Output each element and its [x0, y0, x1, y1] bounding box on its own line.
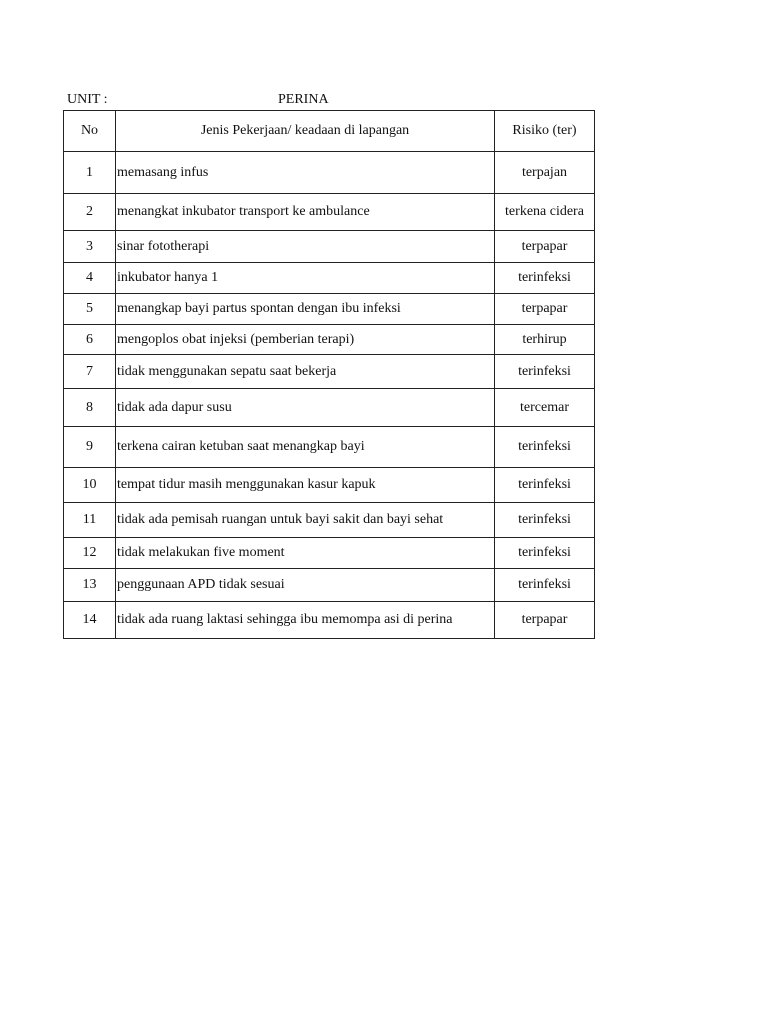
table-header-row: [64, 111, 595, 152]
table-row: [64, 152, 595, 194]
job-description-cell: penggunaan APD tidak sesuai: [116, 569, 495, 602]
job-description-cell: terkena cairan ketuban saat menangkap bayi: [116, 427, 495, 468]
column-header-risk: Risiko (ter): [495, 111, 595, 152]
risk-cell: terkena cidera: [495, 194, 595, 231]
row-number-cell: 2: [64, 194, 116, 231]
row-number-cell: 10: [64, 468, 116, 503]
risk-cell: terhirup: [495, 325, 595, 355]
job-description-cell: tempat tidur masih menggunakan kasur kapuk: [116, 468, 495, 503]
table-row: [64, 355, 595, 389]
risk-cell: terinfeksi: [495, 427, 595, 468]
job-description-cell: tidak ada ruang laktasi sehingga ibu memompa asi di perina: [116, 602, 495, 639]
table-row: [64, 263, 595, 294]
job-description-cell: mengoplos obat injeksi (pemberian terapi): [116, 325, 495, 355]
job-description-cell: tidak ada pemisah ruangan untuk bayi sakit dan bayi sehat: [116, 503, 495, 538]
risk-cell: terpapar: [495, 602, 595, 639]
column-header-job: Jenis Pekerjaan/ keadaan di lapangan: [116, 111, 495, 152]
job-description-cell: tidak menggunakan sepatu saat bekerja: [116, 355, 495, 389]
job-description-cell: menangkap bayi partus spontan dengan ibu infeksi: [116, 294, 495, 325]
row-number-cell: 6: [64, 325, 116, 355]
risk-cell: terpapar: [495, 231, 595, 263]
row-number-cell: 14: [64, 602, 116, 639]
table-row: [64, 325, 595, 355]
risk-cell: terinfeksi: [495, 569, 595, 602]
table-row: [64, 569, 595, 602]
row-number-cell: 9: [64, 427, 116, 468]
column-header-no: No: [64, 111, 116, 152]
risk-cell: terinfeksi: [495, 355, 595, 389]
job-description-cell: memasang infus: [116, 152, 495, 194]
job-description-cell: inkubator hanya 1: [116, 263, 495, 294]
unit-label: UNIT :: [67, 92, 108, 107]
table-row: [64, 468, 595, 503]
table-row: [64, 389, 595, 427]
table-row: [64, 427, 595, 468]
table-body: [64, 152, 595, 639]
row-number-cell: 1: [64, 152, 116, 194]
row-number-cell: 4: [64, 263, 116, 294]
table-row: [64, 602, 595, 639]
job-description-cell: menangkat inkubator transport ke ambulance: [116, 194, 495, 231]
row-number-cell: 12: [64, 538, 116, 569]
table-row: [64, 194, 595, 231]
row-number-cell: 13: [64, 569, 116, 602]
row-number-cell: 5: [64, 294, 116, 325]
unit-header: [67, 92, 597, 110]
risk-cell: terinfeksi: [495, 538, 595, 569]
risk-cell: terpajan: [495, 152, 595, 194]
row-number-cell: 3: [64, 231, 116, 263]
job-description-cell: sinar fototherapi: [116, 231, 495, 263]
row-number-cell: 11: [64, 503, 116, 538]
table-row: [64, 538, 595, 569]
table-row: [64, 231, 595, 263]
row-number-cell: 8: [64, 389, 116, 427]
risk-cell: terinfeksi: [495, 503, 595, 538]
risk-cell: terinfeksi: [495, 468, 595, 503]
job-description-cell: tidak melakukan five moment: [116, 538, 495, 569]
unit-value: PERINA: [278, 92, 329, 107]
risk-cell: terinfeksi: [495, 263, 595, 294]
risk-cell: tercemar: [495, 389, 595, 427]
risk-table: [63, 110, 595, 639]
job-description-cell: tidak ada dapur susu: [116, 389, 495, 427]
row-number-cell: 7: [64, 355, 116, 389]
table-row: [64, 503, 595, 538]
risk-cell: terpapar: [495, 294, 595, 325]
table-row: [64, 294, 595, 325]
